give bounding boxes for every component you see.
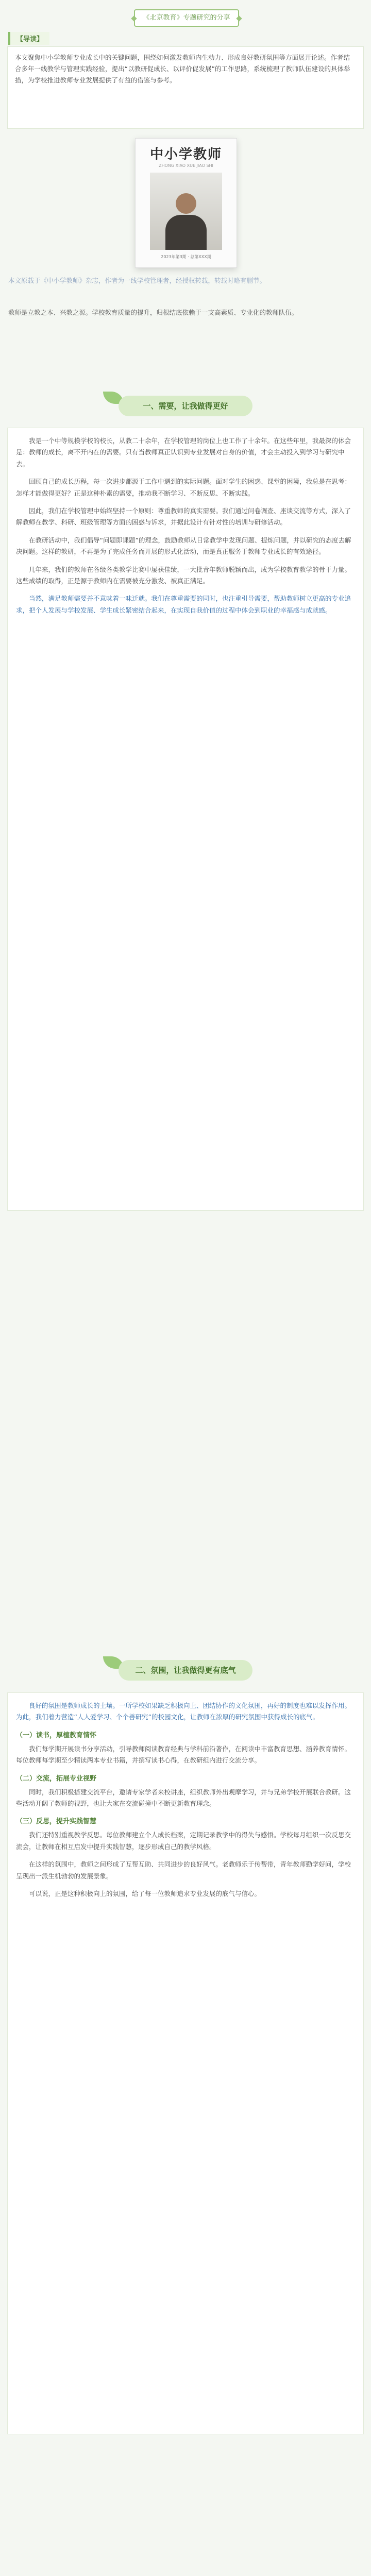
subheading: （二）交流，拓展专业视野: [16, 1774, 97, 1783]
paragraph: 良好的氛围是教师成长的土壤。一所学校如果缺乏积极向上、团结协作的文化氛围，再好的制度也难以发挥作用。为此，我们着力营造“人人爱学习、个个善研究”的校园文化，让教师在浓厚的研究氛围中获得成长的底气。: [16, 1702, 351, 1721]
cover-footer: 2023年第3期 · 总第XXX期: [161, 255, 211, 259]
paragraph: 几年来，我们的教师在各级各类教学比赛中屡获佳绩，一大批青年教师脱颖而出，成为学校教育教学的骨干力量。这些成绩的取得，正是源于教师内在需要被充分激发、被真正满足。: [16, 565, 351, 585]
cover-portrait-head: [176, 193, 196, 214]
cover-portrait-body: [165, 215, 207, 250]
section-heading-1: 一、需要，让我做得更好: [119, 396, 252, 416]
magazine-cover: [135, 138, 237, 268]
paragraph: 因此，我们在学校管理中始终坚持一个原则：尊重教师的真实需要。我们通过问卷调查、座谈交流等方式，深入了解教师在教学、科研、班级管理等方面的困惑与诉求，并据此设计有针对性的培训与研修活动。: [16, 507, 351, 527]
subheading: （一）读书，厚植教育情怀: [16, 1731, 97, 1739]
paragraph-highlight: 当然，满足教师需要并不意味着一味迁就。我们在尊重需要的同时，也注重引导需要，帮助教师树立更高的专业追求，把个人发展与学校发展、学生成长紧密结合起来，在实现自我价值的过程中体会到职业的幸福感与成就感。: [16, 595, 351, 614]
paragraph: 我是一个中等规模学校的校长，从教二十余年，在学校管理的岗位上也工作了十余年。在这些年里，我最深的体会是：教师的成长，离不开内在的需要。只有当教师真正认识到专业发展对自身的价值，才会主动投入到学习与研究中去。: [16, 437, 351, 468]
section-label-intro: 【导读】: [8, 32, 49, 45]
paragraph: 我们每学期开展读书分享活动，引导教师阅读教育经典与学科前沿著作，在阅读中丰富教育思想、涵养教育情怀。每位教师每学期至少精读两本专业书籍，并撰写读书心得，在教研组内进行交流分享。: [16, 1744, 351, 1765]
sub-intro: 本文原载于《中小学教师》杂志，作者为一线学校管理者，经授权转载，转载时略有删节。: [8, 277, 266, 284]
intro-box: [7, 46, 364, 129]
section-body-1: [7, 428, 364, 1211]
issue-tag: 《北京教育》专题研究的分享: [134, 9, 239, 27]
paragraph: 回顾自己的成长历程，每一次进步都源于工作中遇到的实际问题。面对学生的困惑、课堂的困境，我总是在思考：怎样才能做得更好？正是这种朴素的需要，推动我不断学习、不断反思、不断实践。: [16, 478, 351, 497]
paragraph: 我们还特别重视教学反思。每位教师建立个人成长档案，定期记录教学中的得失与感悟。学校每月组织一次反思交流会，让教师在相互启发中提升实践智慧，逐步形成自己的教学风格。: [16, 1831, 351, 1851]
paragraph: 在这样的氛围中，教师之间形成了互帮互助、共同进步的良好风气。老教师乐于传帮带，青年教师勤学好问，学校呈现出一派生机勃勃的发展景象。: [16, 1860, 351, 1880]
intro-after: 教师是立教之本、兴教之源。学校教育质量的提升，归根结底依赖于一支高素质、专业化的教师队伍。: [8, 309, 298, 316]
paragraph: 可以说，正是这种积极向上的氛围，给了每一位教师追求专业发展的底气与信心。: [29, 1890, 261, 1898]
cover-title: 中小学教师: [149, 147, 222, 162]
paragraph: 同时，我们积极搭建交流平台，邀请专家学者来校讲座，组织教师外出观摩学习，并与兄弟学校开展联合教研。这些活动开阔了教师的视野，也让大家在交流碰撞中不断更新教育理念。: [16, 1788, 351, 1808]
cover-subtitle: ZHONG XIAO XUE JIAO SHI: [159, 163, 213, 168]
intro-text: 本文聚焦中小学教师专业成长中的关键问题，围绕如何激发教师内生动力、形成良好教研氛围等方面展开论述。作者结合多年一线教学与管理实践经验，提出“以教研促成长、以评价促发展”的工作思路，系统梳理了教师队伍建设的具体举措，为学校推进教师专业发展提供了有益的借鉴与参考。: [15, 54, 350, 84]
section-body-2: [7, 1692, 364, 2434]
cover-photo: [150, 173, 222, 250]
paragraph: 在教研活动中，我们倡导“问题即课题”的理念，鼓励教师从日常教学中发现问题、提炼问题，并以研究的态度去解决问题。这样的教研，不再是为了完成任务而开展的形式化活动，而是真正服务于教师专业成长的有效途径。: [16, 536, 351, 556]
subheading: （三）反思，提升实践智慧: [16, 1818, 97, 1826]
section-heading-2: 二、氛围，让我做得更有底气: [119, 1660, 252, 1681]
